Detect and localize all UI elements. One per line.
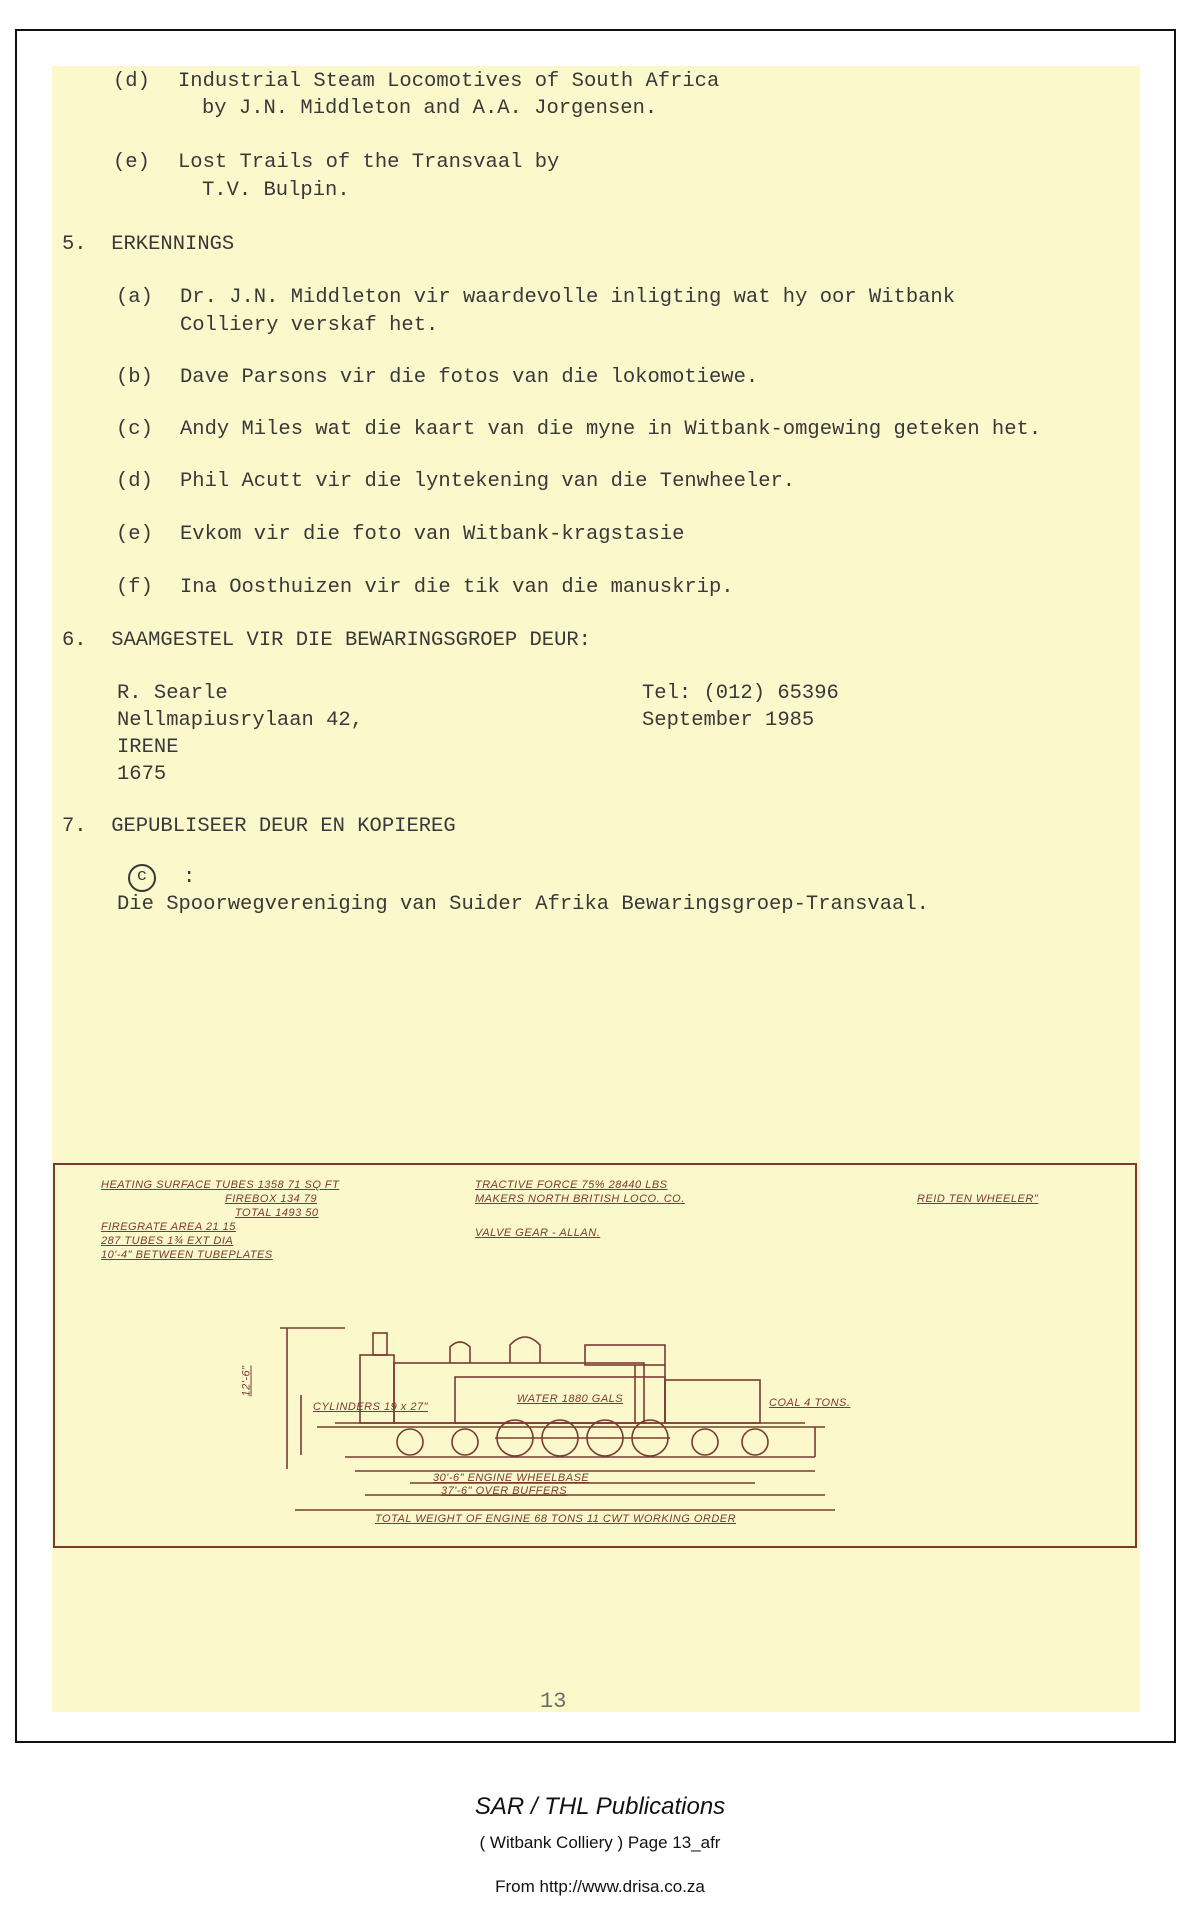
compiled-date: September 1985 (642, 709, 815, 732)
spec-tubes: 287 TUBES 1¾ EXT DIA (101, 1235, 234, 1247)
address-town: IRENE (117, 736, 179, 759)
ack-c-line1: Andy Miles wat die kaart van die myne in Witbank-omgewing geteken het. (180, 418, 1042, 441)
telephone: Tel: (012) 65396 (642, 682, 839, 705)
footer-title: SAR / THL Publications (474, 1793, 726, 1820)
cab-roof (585, 1345, 665, 1365)
spec-heating-surface: HEATING SURFACE TUBES 1358 71 SQ FT (101, 1179, 340, 1191)
label-wheelbase: 30'-6" ENGINE WHEELBASE (433, 1472, 590, 1484)
ref-d-marker: (d) (113, 70, 150, 93)
label-total-weight: TOTAL WEIGHT OF ENGINE 68 TONS 11 CWT WORKING ORDER (375, 1513, 737, 1525)
footer-subtitle: ( Witbank Colliery ) Page 13_afr (479, 1833, 721, 1852)
section-5-heading: 5. ERKENNINGS (62, 233, 235, 256)
trailing-wheel-2 (742, 1429, 768, 1455)
steam-dome (450, 1342, 470, 1363)
section-7-heading: 7. GEPUBLISEER DEUR EN KOPIEREG (62, 815, 456, 838)
spec-valve-gear: VALVE GEAR - ALLAN. (475, 1227, 601, 1239)
ref-e-line2: T.V. Bulpin. (202, 179, 350, 202)
ack-f-marker: (f) (116, 576, 153, 599)
copyright-colon: : (183, 866, 196, 889)
ack-e-marker: (e) (116, 523, 153, 546)
chimney (373, 1333, 387, 1355)
section-6-heading: 6. SAAMGESTEL VIR DIE BEWARINGSGROEP DEUR: (62, 629, 591, 652)
ack-b-line1: Dave Parsons vir die fotos van die lokomotiewe. (180, 366, 759, 389)
leading-wheel (397, 1429, 423, 1455)
label-height: 12'-6" (240, 1365, 253, 1397)
ack-a-marker: (a) (116, 286, 153, 309)
spec-firegrate: FIREGRATE AREA 21 15 (101, 1221, 236, 1233)
ack-a-line1: Dr. J.N. Middleton vir waardevolle inligting wat hy oor Witbank (180, 286, 956, 309)
ref-d-line2: by J.N. Middleton and A.A. Jorgensen. (202, 97, 658, 120)
spec-makers: MAKERS NORTH BRITISH LOCO. CO. (475, 1193, 685, 1205)
ack-a-line2: Colliery verskaf het. (180, 314, 439, 337)
spec-total: TOTAL 1493 50 (235, 1207, 319, 1219)
label-coal: COAL 4 TONS. (769, 1397, 851, 1409)
leading-wheel-2 (452, 1429, 478, 1455)
ack-d-marker: (d) (116, 470, 153, 493)
drawing-title: REID TEN WHEELER" (917, 1193, 1039, 1205)
ref-e-line1: Lost Trails of the Transvaal by (178, 151, 560, 174)
address-name: R. Searle (117, 682, 228, 705)
spec-firebox: FIREBOX 134 79 (225, 1193, 317, 1205)
ref-d-line1: Industrial Steam Locomotives of South Africa (178, 70, 720, 93)
footer-source-link[interactable]: From http://www.drisa.co.za (495, 1877, 705, 1896)
spec-tubeplates: 10'-4" BETWEEN TUBEPLATES (101, 1249, 273, 1261)
address-street: Nellmapiusrylaan 42, (117, 709, 364, 732)
copyright-icon (128, 864, 156, 892)
locomotive-elevation (55, 1165, 1135, 1546)
ref-e-marker: (e) (113, 151, 150, 174)
trailing-wheel (692, 1429, 718, 1455)
publisher: Die Spoorwegvereniging van Suider Afrika Bewaringsgroep-Transvaal. (117, 893, 929, 916)
label-cylinders: CYLINDERS 19 x 27" (313, 1401, 429, 1413)
coal-bunker (665, 1380, 760, 1423)
copyright-letter: c (136, 867, 148, 886)
ack-f-line1: Ina Oosthuizen vir die tik van die manuskrip. (180, 576, 734, 599)
sand-dome (510, 1337, 540, 1363)
ack-b-marker: (b) (116, 366, 153, 389)
ack-e-line1: Evkom vir die foto van Witbank-kragstasie (180, 523, 685, 546)
spec-tractive-force: TRACTIVE FORCE 75% 28440 LBS (475, 1179, 668, 1191)
locomotive-drawing (53, 1163, 1137, 1548)
page-number: 13 (540, 1689, 567, 1714)
label-water: WATER 1880 GALS (517, 1393, 624, 1405)
label-buffers: 37'-6" OVER BUFFERS (441, 1485, 568, 1497)
ack-d-line1: Phil Acutt vir die lyntekening van die Tenwheeler. (180, 470, 796, 493)
address-code: 1675 (117, 763, 167, 786)
ack-c-marker: (c) (116, 418, 153, 441)
